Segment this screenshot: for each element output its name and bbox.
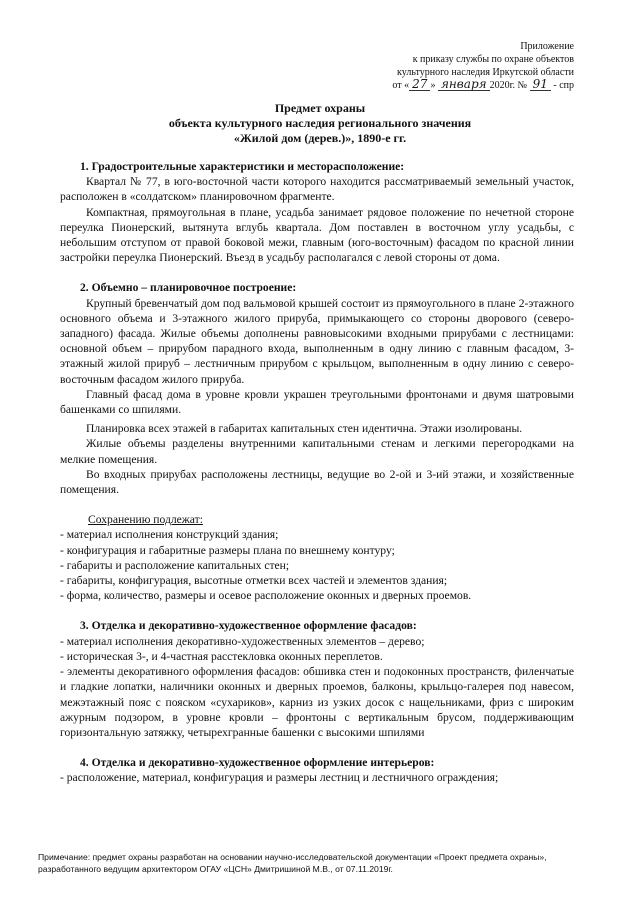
appendix-header xyxy=(392,40,574,92)
date-prefix: от « xyxy=(392,80,410,91)
title-line-3: «Жилой дом (дерев.)», 1890-е гг. xyxy=(233,131,407,145)
preservation-item: - конфигурация и габаритные размеры плана по внешнему контуру; xyxy=(60,543,395,557)
document-title xyxy=(0,101,640,146)
section2-paragraph-2: Главный фасад дома в уровне кровли украшен треугольными фронтонами и двумя шатровыми башенками со шпилями. xyxy=(60,387,574,417)
section4-heading: 4. Отделка и декоративно-художественное оформление интерьеров: xyxy=(80,756,435,770)
order-suffix: - спр xyxy=(553,80,574,91)
handwritten-number: 91 xyxy=(530,79,551,91)
title-line-1: Предмет охраны xyxy=(274,101,366,115)
footnote: Примечание: предмет охраны разработан на основании научно-исследовательской документации «Проект предмета охраны», разработанного ведущим архитектором ОГАУ «ЦСН» Дмитришиной М.В., от 07.11.2019г. xyxy=(38,852,547,874)
section1-paragraph-2: Компактная, прямоугольная в плане, усадьба занимает рядовое положение по нечетной стороне переулка Пионерский, вытянута вглубь квартала. Дом поставлен в восточном углу усадьбы, с небольшим отступом от правой боковой межи, главным (юго-восточным) фасадом по красной линии застройки переулка Пионерский. Въезд в усадьбу располагался с левой стороны от дома. xyxy=(60,205,574,265)
document-body xyxy=(60,159,574,786)
section2-paragraph-5: Во входных прирубах расположены лестницы, ведущие во 2-ой и 3-ий этажи, и хозяйственные помещения. xyxy=(60,467,574,497)
date-mid: » xyxy=(430,80,436,91)
preservation-item: - габариты и расположение капитальных стен; xyxy=(60,558,290,572)
preservation-subheading: Сохранению подлежат: xyxy=(88,513,203,527)
date-year: 2020г. № xyxy=(489,80,528,91)
appendix-label: Приложение xyxy=(520,41,574,52)
appendix-date-line xyxy=(392,79,574,92)
section2-heading: 2. Объемно – планировочное построение: xyxy=(80,281,297,295)
appendix-service: культурного наследия Иркутской области xyxy=(397,67,574,78)
section1-heading: 1. Градостроительные характеристики и месторасположение: xyxy=(80,160,405,173)
section3-heading: 3. Отделка и декоративно-художественное оформление фасадов: xyxy=(80,619,417,633)
section2-paragraph-4: Жилые объемы разделены внутренними капитальными стенам и легкими перегородками на мелкие помещения. xyxy=(60,437,574,466)
section3-item-1: - материал исполнения декоративно-художественных элементов – дерево; xyxy=(60,634,425,648)
preservation-item: - материал исполнения конструкций здания; xyxy=(60,528,279,542)
section2-paragraph-1: Крупный бревенчатый дом под вальмовой крышей состоит из прямоугольного в плане 2-этажного основного объема и 3-этажного жилого прируба, примыкающего со стороны дворового (северо-западного) фасада. Жилые объемы дополнены равновысокими входными прирубами с лестницами: основной объем – прирубом парадного входа, выполненным в одну линию с главным фасадом, 3-этажный жилой прируб – лестничным прирубом с крыльцом, выполненным в одну линию с северо-восточным фасадом жилого прируба. xyxy=(60,296,574,386)
appendix-order: к приказу службы по охране объектов xyxy=(412,54,574,65)
section3-item-3: - элементы декоративного оформления фасадов: обшивка стен и подоконных пространств, филенчатые и гладкие лопатки, наличники оконных и дверных проемов, балконы, крыльцо-галерея под навесом, межэтажный пояс с пояском «сухариков», карниз из узких досок с нащельниками, фриз с широким ажурным подзором, в уровне кровли – фронтоны с вертикальным брусом, поддерживающим горизонтальную затяжку, четырехгранные башенки с высокими шпилями xyxy=(60,665,574,739)
title-line-2: объекта культурного наследия регионального значения xyxy=(168,116,472,130)
handwritten-month: января xyxy=(438,79,490,91)
preservation-item: - форма, количество, размеры и осевое расположение оконных и дверных проемов. xyxy=(60,589,472,603)
section3-item-2: - историческая 3-, и 4-частная расстекловка оконных переплетов. xyxy=(60,649,383,663)
section4-item-1: - расположение, материал, конфигурация и размеры лестниц и лестничного ограждения; xyxy=(60,771,499,785)
preservation-item: - габариты, конфигурация, высотные отметки всех частей и элементов здания; xyxy=(60,574,448,588)
handwritten-day: 27 xyxy=(409,79,430,91)
section2-paragraph-3: Планировка всех этажей в габаритах капитальных стен идентична. Этажи изолированы. xyxy=(86,422,523,436)
section1-paragraph-1: Квартал № 77, в юго-восточной части которого находится рассматриваемый земельный участок, расположен в «солдатском» планировочном фрагменте. xyxy=(60,175,574,204)
